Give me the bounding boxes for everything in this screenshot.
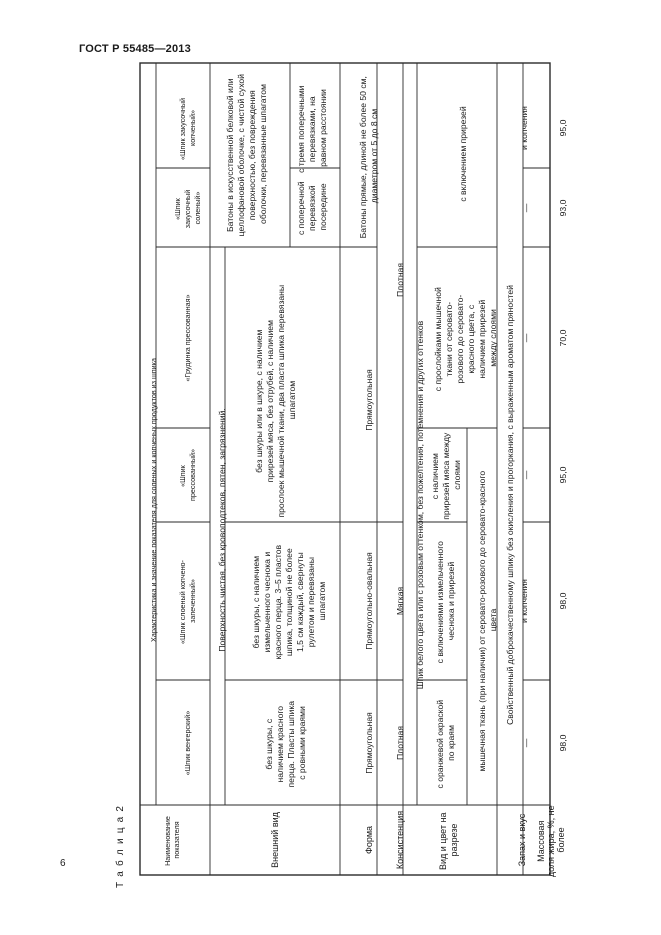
cut-snack: с включением прирезей bbox=[458, 106, 468, 202]
table-border bbox=[140, 63, 550, 875]
appearance-salted-tie: с поперечной перевязкой посередине bbox=[296, 181, 328, 236]
fat-layered: 98,0 bbox=[558, 592, 568, 610]
smell-text: Свойственный доброкачественному шпику без окисления и прогоркания, с выраженным ароматом пряностей bbox=[505, 285, 515, 725]
smell-dash-salted: — bbox=[521, 203, 531, 213]
fat-snack-salted: 93,0 bbox=[558, 199, 568, 217]
page-number: 6 bbox=[60, 858, 66, 869]
cut-layered: с включениями измельченного чеснока и прирезей bbox=[435, 541, 456, 664]
shape-layered: Прямоугольно-овальная bbox=[364, 552, 374, 650]
row-name-fat: Массовая доля жира, %, не более bbox=[536, 805, 566, 878]
fat-brisket: 70,0 bbox=[558, 329, 568, 347]
table-caption: Характеристика и значение показателя для соленых и копченых продуктов из шпика bbox=[149, 358, 158, 642]
row-name-cut: Вид и цвет на разрезе bbox=[438, 812, 459, 870]
consistency-layered: Мягкая bbox=[395, 586, 405, 616]
appearance-casing: Батоны в искусственной белковой или целлофановой оболочке, с чистой сухой поверхностью, без повреждения оболочки, перевязанные шпагатом bbox=[225, 74, 268, 237]
appearance-smoked-tie: с тремя поперечными перевязками, на равном расстоянии bbox=[296, 85, 328, 173]
header-indicator: Наименование показателя bbox=[163, 816, 181, 866]
fat-hungarian: 98,0 bbox=[558, 734, 568, 752]
header-product-hungarian: «Шпик венгерский» bbox=[183, 710, 192, 776]
consistency-hungarian: Плотная bbox=[395, 726, 405, 760]
cut-pressed: с наличием прирезей мяса между слоями bbox=[430, 432, 462, 520]
header-product-pressed: «Шпик прессованный» bbox=[178, 448, 197, 502]
appearance-pressed: без шкуры или в шкуре, с наличием прирезей мяса, без отрубей, с наличием прослоек мышечной ткани, два пласта шпика перевязаны шпагатом bbox=[254, 284, 297, 518]
row-name-appearance: Внешний вид bbox=[270, 812, 280, 868]
shape-hungarian: Прямоугольная bbox=[364, 712, 374, 774]
appearance-layered: без шкуры, с наличием измельченного чеснока и красного перца. 3–5 пластов шпика, толщиной не более 1,5 см каждый, свернуты рулетом и перевязаны шпагатом bbox=[251, 544, 327, 660]
consistency-rest: Плотная bbox=[395, 263, 405, 297]
smell-smoked-snack: и копчения bbox=[519, 106, 529, 150]
appearance-common: Поверхность чистая, без кровоподтеков, пятен, загрязнений. bbox=[217, 408, 227, 652]
smell-dash-hungarian: — bbox=[521, 738, 531, 748]
shape-snack: Батоны прямые, длиной не более 50 см, диаметром от 5 до 8 см bbox=[358, 76, 379, 239]
header-product-brisket: «Грудинка прессованная» bbox=[183, 294, 192, 382]
header-product-snack-salted: «Шпик закусочный соленый» bbox=[173, 189, 202, 229]
cut-muscle-note: мышечная ткань (при наличии) от серовато-розового до серовато-красного цвета bbox=[477, 470, 498, 772]
table-text bbox=[149, 72, 568, 878]
header-product-snack-smoked: «Шпик закусочный копченый» bbox=[178, 97, 197, 161]
shape-pressed: Прямоугольная bbox=[364, 369, 374, 431]
standard-code: ГОСТ Р 55485—2013 bbox=[79, 43, 191, 55]
cut-hungarian: с оранжевой окраской по краям bbox=[435, 699, 456, 789]
smell-dash-brisket: — bbox=[521, 333, 531, 343]
smell-dash-pressed: — bbox=[521, 470, 531, 480]
cut-brisket: с прослойками мышечной ткани от серовато- розового до серовато- красного цвета, с наличием прирезей между слоями bbox=[433, 287, 498, 392]
fat-pressed: 95,0 bbox=[558, 466, 568, 484]
smell-smoked-layered: и копчения bbox=[519, 579, 529, 623]
table-label: Т а б л и ц а 2 bbox=[115, 804, 126, 888]
table-grid bbox=[140, 63, 550, 875]
appearance-hungarian: без шкуры, с наличием красного перца. Пласты шпика с ровными краями bbox=[264, 700, 307, 788]
cut-common: Шпик белого цвета или с розовым оттенком, без пожелтения, потемнения и других оттенков bbox=[415, 320, 425, 690]
header-product-layered: «Шпик слоеный копчено- запеченный» bbox=[178, 560, 197, 644]
row-name-shape: Форма bbox=[364, 825, 374, 855]
row-name-consistency: Консистенция bbox=[395, 810, 405, 870]
fat-snack-smoked: 95,0 bbox=[558, 119, 568, 137]
row-name-smell: Запах и вкус bbox=[517, 813, 527, 867]
